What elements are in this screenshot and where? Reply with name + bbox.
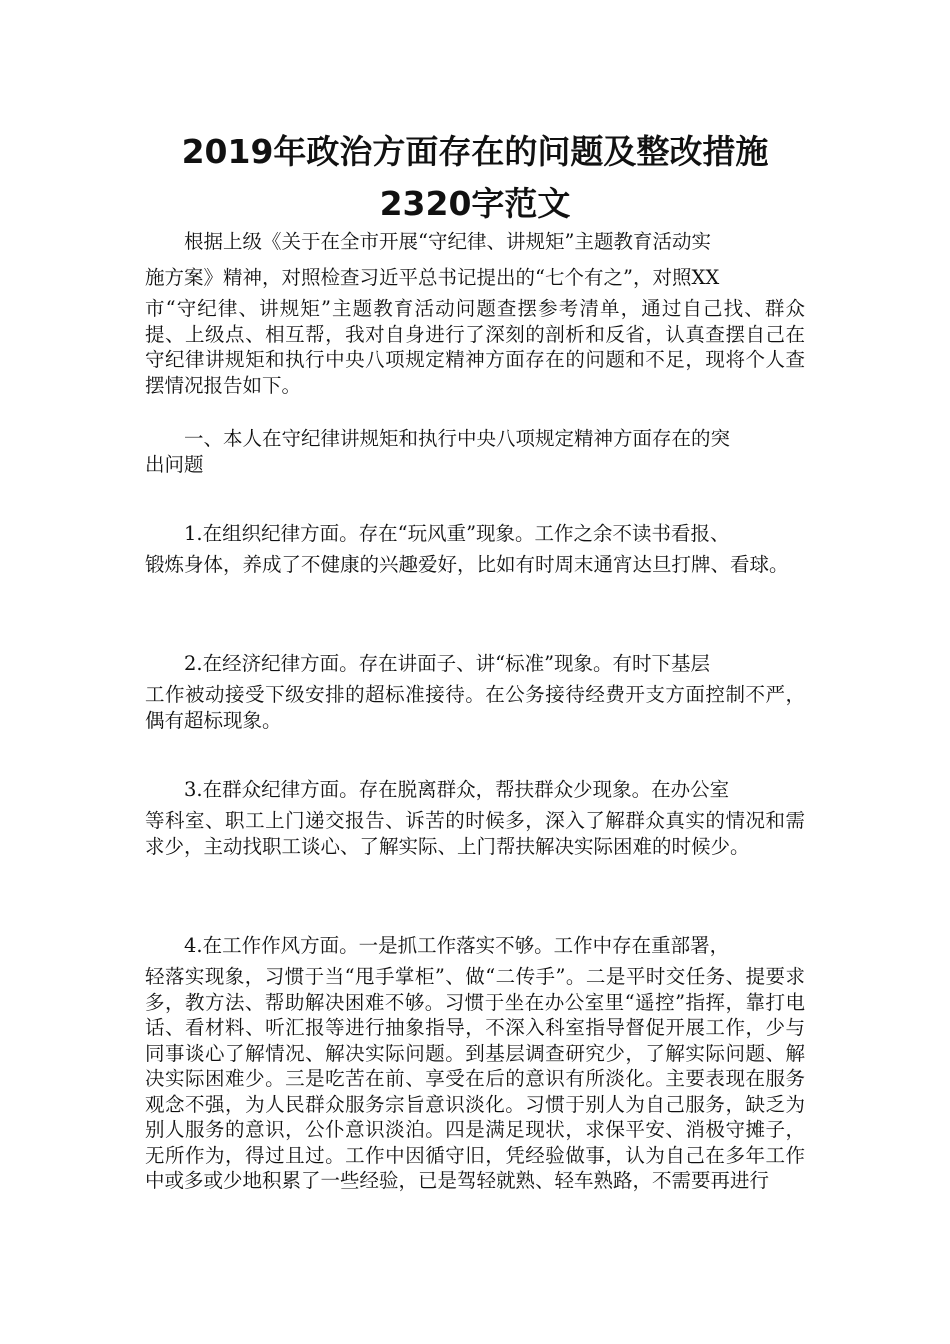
paragraph-intro — [145, 224, 805, 398]
paragraph-section-heading — [145, 426, 805, 477]
paragraph-line: 3.在群众纪律方面。存在脱离群众，帮扶群众少现象。在办公室 — [184, 778, 730, 801]
paragraph-text: 工作被动接受下级安排的超标准接待。在公务接待经费开支方面控制不严，偶有超标现象。 — [145, 683, 805, 732]
paragraph-line: 一、本人在守纪律讲规矩和执行中央八项规定精神方面存在的突 — [184, 427, 731, 450]
paragraph-text: 等科室、职工上门递交报告、诉苦的时候多，深入了解群众真实的情况和需求少，主动找职工谈心、了解实际、上门帮扶解决实际困难的时候少。 — [145, 809, 805, 858]
paragraph-line: 根据上级《关于在全市开展“守纪律、讲规矩”主题教育活动实 — [184, 230, 711, 253]
paragraph-item-2 — [145, 646, 805, 733]
paragraph-line: 1.在组织纪律方面。存在“玩风重”现象。工作之余不读书看报、 — [184, 522, 730, 545]
paragraph-text: 市“守纪律、讲规矩”主题教育活动问题查摆参考清单，通过自己找、群众提、上级点、相互帮，我对自身进行了深刻的剖析和反省，认真查摆自己在守纪律讲规矩和执行中央八项规定精神方面存在的问题和不足，现将个人查摆情况报告如下。 — [145, 297, 805, 397]
paragraph-text: 轻落实现象，习惯于当“甩手掌柜”、做“二传手”。二是平时交任务、提要求多，教方法、帮助解决困难不够。习惯于坐在办公室里“遥控”指挥，靠打电话、看材料、听汇报等进行抽象指导，不深入科室指导督促开展工作，少与同事谈心了解情况、解决实际问题。到基层调查研究少，了解实际问题、解决实际困难少。三是吃苦在前、享受在后的意识有所淡化。主要表现在服务观念不强，为人民群众服务宗旨意识淡化。习惯于别人为自己服务，缺乏为别人服务的意识，公仆意识淡泊。四是满足现状，求保平安、消极守摊子，无所作为，得过且过。工作中因循守旧，凭经验做事，认为自己在多年工作中或多或少地积累了一些经验，已是驾轻就熟、轻车熟路，不需要再进行 — [145, 965, 805, 1192]
paragraph-item-1 — [145, 516, 805, 578]
paragraph-line: 施方案》精神，对照检查习近平总书记提出的“七个有之”，对照XX — [145, 266, 720, 289]
paragraph-item-3 — [145, 772, 805, 859]
paragraph-line: 2.在经济纪律方面。存在讲面子、讲“标准”现象。有时下基层 — [184, 652, 711, 675]
paragraph-item-4 — [145, 928, 805, 1194]
paragraph-text: 锻炼身体，养成了不健康的兴趣爱好，比如有时周末通宵达旦打牌、看球。 — [145, 553, 789, 576]
document-title-line-1: 2019年政治方面存在的问题及整改措施 — [181, 132, 769, 171]
document-title-line-2: 2320字范文 — [379, 184, 571, 223]
paragraph-text: 出问题 — [145, 452, 204, 476]
paragraph-line: 4.在工作作风方面。一是抓工作落实不够。工作中存在重部署， — [184, 934, 730, 957]
